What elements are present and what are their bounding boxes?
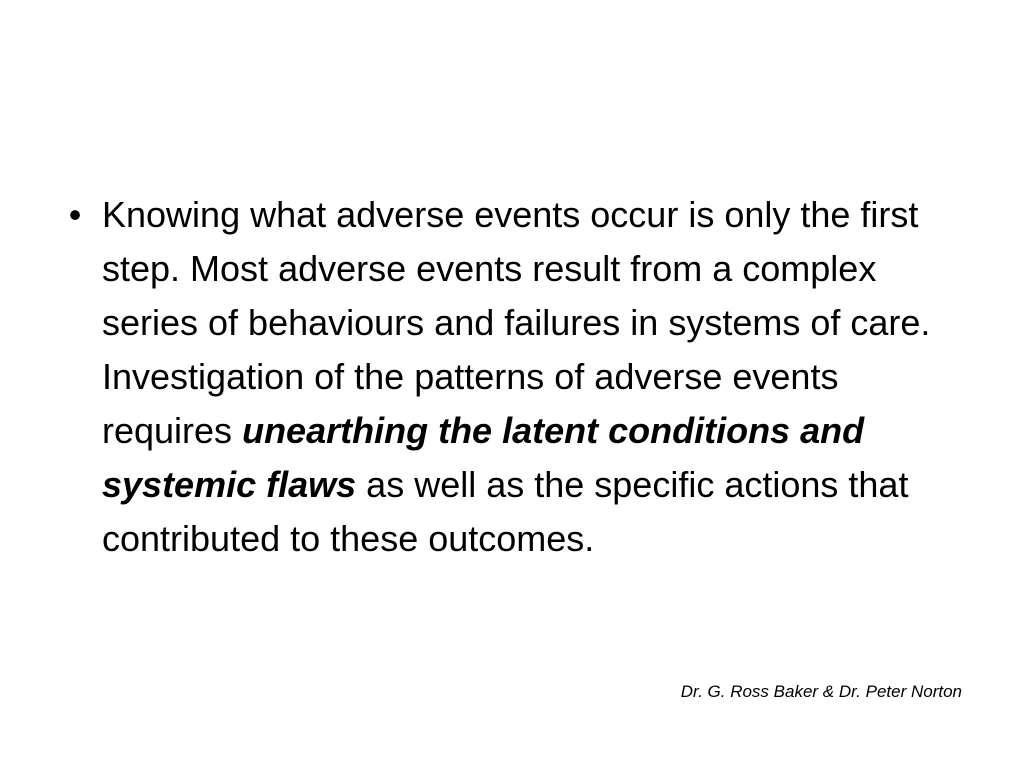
bullet-item: [60, 188, 960, 566]
bullet-emphasis: unearthing the latent conditions and systemic flaws: [102, 410, 865, 505]
bullet-marker: •: [68, 194, 82, 235]
bullet-text-after: as well as the specific actions that contributed to these outcomes.: [102, 464, 909, 559]
attribution: Dr. G. Ross Baker & Dr. Peter Norton: [680, 682, 962, 701]
bullet-text-before: Knowing what adverse events occur is only the first step. Most adverse events result from a complex series of behaviours and failures in systems of care. Investigation of the patterns of adverse events requires: [102, 194, 931, 451]
bullet-list: [60, 188, 960, 566]
